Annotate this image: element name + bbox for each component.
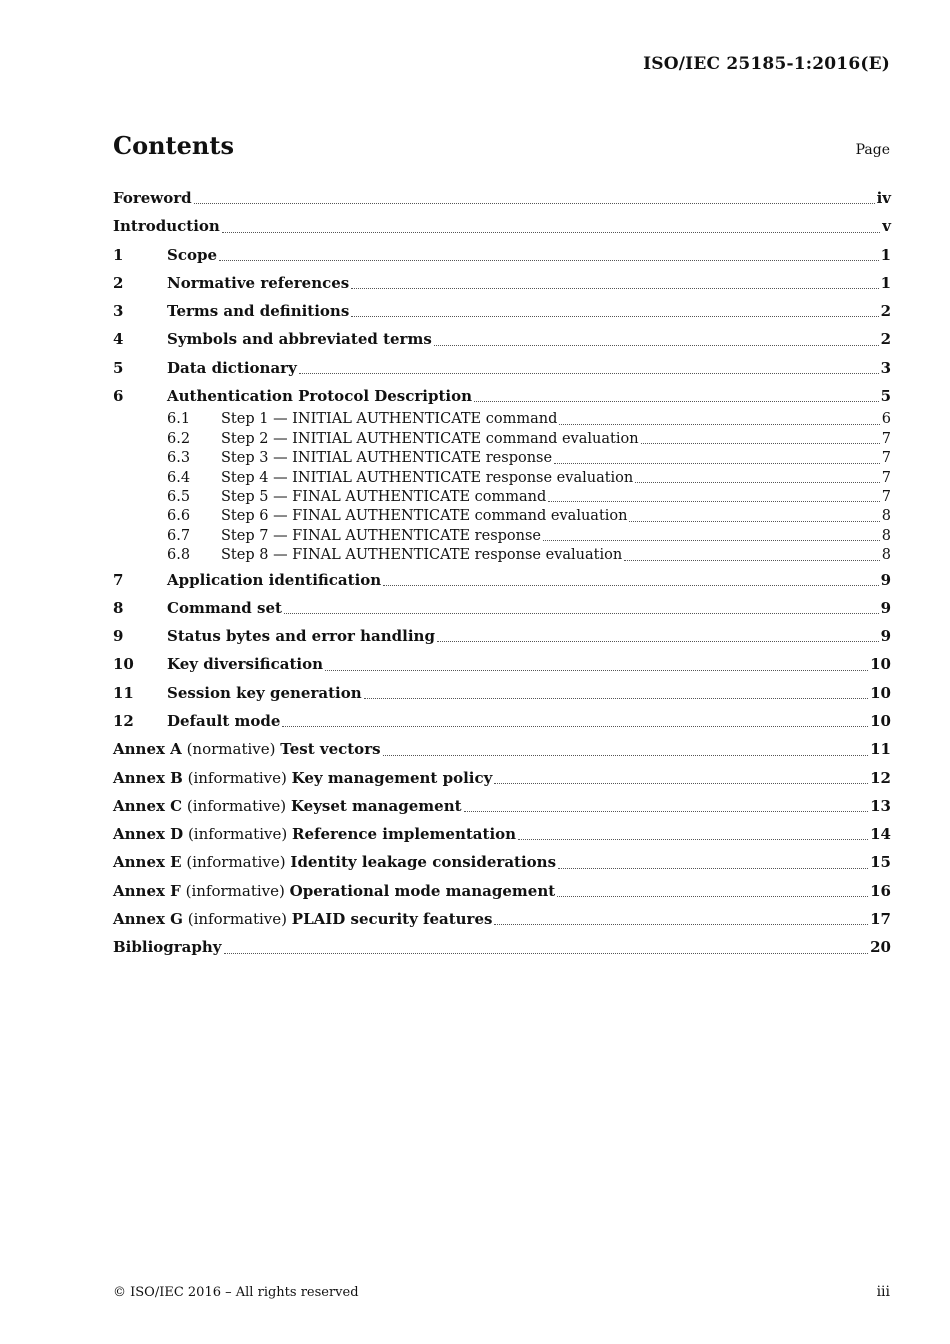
toc-entry-title: Introduction	[113, 217, 220, 236]
toc-entry-title	[113, 792, 462, 820]
dot-leader	[494, 923, 868, 925]
dot-leader	[635, 481, 880, 483]
toc-entry-title: Data dictionary	[167, 358, 297, 377]
copyright-notice: © ISO/IEC 2016 – All rights reserved	[113, 1285, 359, 1300]
toc-section-number: 10	[113, 655, 134, 674]
toc-page-number: 5	[880, 387, 891, 406]
toc-entry-title: Key diversification	[167, 655, 323, 674]
toc-section-number: 6.8	[167, 547, 191, 564]
toc-entry-title: Command set	[167, 598, 282, 617]
toc-subentry[interactable]	[113, 507, 891, 526]
dot-leader	[494, 782, 868, 784]
toc-entry-title: Step 5 — FINAL AUTHENTICATE command	[221, 488, 547, 505]
toc-entry-title	[113, 820, 516, 848]
toc-entry-title: Foreword	[113, 189, 192, 207]
toc-section-number: 12	[113, 711, 134, 730]
toc-entry-title	[113, 848, 556, 876]
toc-entry-title	[113, 905, 492, 933]
toc-section-number: 6.3	[167, 450, 191, 467]
toc-page-number: 14	[870, 825, 891, 844]
dot-leader	[299, 372, 879, 374]
toc-entry-title: Default mode	[167, 711, 281, 730]
annex-title: Key management policy	[291, 768, 493, 787]
toc-page-number: 1	[880, 273, 891, 292]
toc-page-number: 2	[880, 302, 891, 321]
toc-page-number: 11	[870, 740, 891, 759]
dot-leader	[284, 612, 879, 614]
toc-entry[interactable]	[113, 566, 891, 594]
toc-section-number: 6.5	[167, 488, 191, 505]
toc-entry[interactable]	[113, 269, 891, 297]
toc-entry-title: Session key generation	[167, 683, 362, 702]
page-number: iii	[876, 1284, 890, 1300]
toc-section-number: 6.2	[167, 430, 191, 447]
toc-section-number: 5	[113, 358, 124, 377]
toc-page-number: 3	[880, 358, 891, 377]
toc-entry[interactable]	[113, 297, 891, 325]
toc-subentry[interactable]	[113, 410, 891, 429]
toc-entry-title	[113, 764, 492, 792]
toc-page-number: 1	[880, 245, 891, 264]
annex-type: (normative)	[186, 740, 276, 759]
annex-label: Annex G	[113, 910, 183, 929]
toc-page-number: 20	[870, 938, 891, 957]
toc-entry[interactable]	[113, 707, 891, 735]
toc-section-number: 2	[113, 273, 124, 292]
toc-page-number: 9	[880, 570, 891, 589]
dot-leader	[558, 867, 868, 869]
dot-leader	[641, 442, 880, 444]
annex-title: PLAID security features	[291, 910, 493, 929]
dot-leader	[464, 810, 869, 812]
toc-page-number: 12	[870, 768, 891, 787]
toc-page-number: v	[882, 217, 891, 236]
annex-label: Annex A	[113, 740, 182, 759]
toc-page-number: 7	[881, 450, 891, 467]
toc-entry-title	[113, 877, 555, 905]
toc-section-number: 8	[113, 598, 124, 617]
toc-entry-title: Step 7 — FINAL AUTHENTICATE response	[221, 527, 542, 544]
page-column-label: Page	[855, 142, 890, 158]
toc-entry-title: Step 3 — INITIAL AUTHENTICATE response	[221, 450, 553, 467]
dot-leader	[219, 259, 879, 261]
annex-type: (informative)	[185, 881, 285, 900]
toc-subentry[interactable]	[113, 430, 891, 449]
annex-label: Annex C	[113, 796, 183, 815]
toc-annex-entry[interactable]	[113, 764, 891, 792]
toc-page-number: 10	[870, 655, 891, 674]
toc-entry-title	[113, 735, 381, 763]
dot-leader	[383, 754, 869, 756]
toc-entry[interactable]	[113, 933, 891, 961]
toc-page-number: 10	[870, 711, 891, 730]
toc-entry[interactable]	[113, 594, 891, 622]
annex-type: (informative)	[187, 825, 288, 844]
toc-entry-title: Normative references	[167, 273, 350, 292]
toc-entry[interactable]	[113, 241, 891, 269]
toc-entry[interactable]	[113, 184, 891, 212]
dot-leader	[364, 697, 869, 699]
annex-title: Identity leakage considerations	[290, 853, 557, 872]
toc-subentry[interactable]	[113, 449, 891, 468]
dot-leader	[437, 640, 879, 642]
dot-leader	[629, 520, 879, 522]
toc-annex-entry[interactable]	[113, 735, 891, 763]
toc-page-number: 10	[870, 683, 891, 702]
dot-leader	[554, 462, 880, 464]
annex-title: Operational mode management	[289, 881, 556, 900]
dot-leader	[383, 584, 878, 586]
annex-label: Annex D	[113, 825, 184, 844]
toc-entry[interactable]	[113, 212, 891, 240]
toc-section-number: 7	[113, 570, 124, 589]
toc-entry-title: Step 1 — INITIAL AUTHENTICATE command	[221, 411, 558, 428]
toc-page-number: 13	[870, 796, 891, 815]
toc-page-number: 16	[870, 881, 891, 900]
toc-section-number: 6.1	[167, 411, 191, 428]
toc-entry[interactable]	[113, 679, 891, 707]
dot-leader	[434, 344, 879, 346]
dot-leader	[282, 725, 868, 727]
annex-type: (informative)	[187, 768, 287, 787]
toc-section-number: 6.4	[167, 469, 191, 486]
toc-subentry[interactable]	[113, 488, 891, 507]
toc-page-number: 6	[881, 411, 891, 428]
annex-type: (informative)	[187, 910, 288, 929]
toc-entry-title: Terms and definitions	[167, 302, 350, 321]
annex-type: (informative)	[186, 853, 286, 872]
toc-annex-entry[interactable]	[113, 877, 891, 905]
dot-leader	[222, 231, 880, 233]
toc-entry-title: Scope	[167, 245, 218, 264]
toc-page-number: 15	[870, 853, 891, 872]
toc-subentry[interactable]	[113, 469, 891, 488]
toc-page-number: 17	[870, 910, 891, 929]
toc-annex-entry[interactable]	[113, 848, 891, 876]
toc-annex-entry[interactable]	[113, 792, 891, 820]
toc-page-number: 9	[880, 627, 891, 646]
toc-entry[interactable]	[113, 354, 891, 382]
toc-page-number: iv	[876, 189, 891, 207]
toc-page-number: 8	[881, 547, 891, 564]
toc-entry-title: Step 6 — FINAL AUTHENTICATE command evaluation	[221, 508, 628, 525]
toc-section-number: 6.6	[167, 508, 191, 525]
toc-entry[interactable]	[113, 382, 891, 410]
annex-title: Keyset management	[290, 796, 462, 815]
toc-annex-entry[interactable]	[113, 820, 891, 848]
toc-section-number: 3	[113, 302, 124, 321]
toc-page-number: 8	[881, 527, 891, 544]
toc-section-number: 11	[113, 683, 134, 702]
annex-label: Annex B	[113, 768, 183, 787]
toc-section-number: 6	[113, 387, 124, 406]
toc-section-number: 6.7	[167, 527, 191, 544]
toc-entry-title: Authentication Protocol Description	[167, 387, 473, 406]
toc-entry[interactable]	[113, 622, 891, 650]
toc-page-number: 7	[881, 430, 891, 447]
table-of-contents	[113, 184, 891, 962]
toc-page-number: 7	[881, 469, 891, 486]
dot-leader	[194, 202, 875, 204]
dot-leader	[624, 559, 880, 561]
toc-section-number: 9	[113, 627, 124, 646]
toc-entry-title: Step 2 — INITIAL AUTHENTICATE command evaluation	[221, 430, 639, 447]
toc-entry-title: Status bytes and error handling	[167, 627, 435, 646]
toc-entry-title: Symbols and abbreviated terms	[167, 330, 432, 349]
toc-entry[interactable]	[113, 650, 891, 678]
dot-leader	[543, 539, 880, 541]
dot-leader	[518, 838, 868, 840]
toc-entry-title: Bibliography	[113, 938, 222, 957]
annex-title: Reference implementation	[292, 825, 517, 844]
toc-page-number: 7	[881, 488, 891, 505]
toc-entry-title: Application identification	[167, 570, 382, 589]
dot-leader	[325, 669, 868, 671]
toc-section-number: 1	[113, 245, 124, 264]
toc-entry-title: Step 4 — INITIAL AUTHENTICATE response evaluation	[221, 469, 634, 486]
toc-subentry[interactable]	[113, 527, 891, 546]
dot-leader	[474, 400, 879, 402]
dot-leader	[559, 423, 879, 425]
toc-entry-title: Step 8 — FINAL AUTHENTICATE response evaluation	[221, 547, 623, 564]
toc-page-number: 8	[881, 508, 891, 525]
toc-section-number: 4	[113, 330, 124, 349]
toc-subentry[interactable]	[113, 546, 891, 565]
toc-page-number: 2	[880, 330, 891, 349]
annex-title: Test vectors	[280, 740, 381, 759]
dot-leader	[351, 287, 878, 289]
toc-annex-entry[interactable]	[113, 905, 891, 933]
annex-type: (informative)	[186, 796, 287, 815]
annex-label: Annex E	[113, 853, 182, 872]
contents-heading: Contents	[113, 131, 234, 160]
toc-page-number: 9	[880, 598, 891, 617]
toc-entry[interactable]	[113, 325, 891, 353]
document-id: ISO/IEC 25185-1:2016(E)	[643, 54, 890, 74]
dot-leader	[557, 895, 868, 897]
annex-label: Annex F	[113, 881, 181, 900]
dot-leader	[351, 315, 878, 317]
dot-leader	[224, 952, 869, 954]
dot-leader	[548, 500, 879, 502]
